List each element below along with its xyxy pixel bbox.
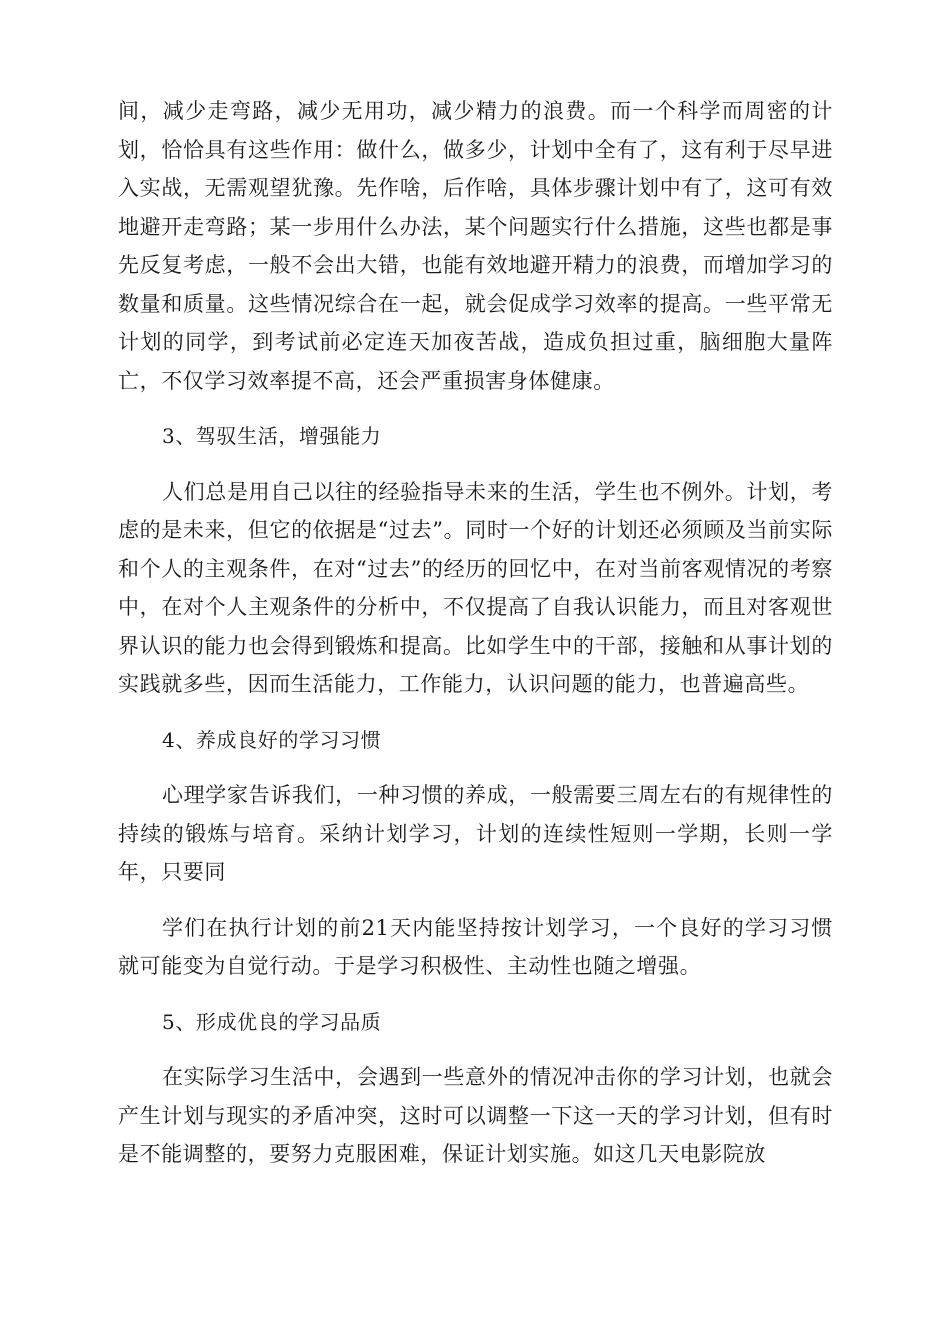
paragraph-section-4a: 心理学家告诉我们，一种习惯的养成，一般需要三周左右的有规律性的持续的锻炼与培育。采纳计划学习，计划的连续性短则一学期，长则一学年，只要同 (118, 783, 833, 884)
paragraph-section-3: 人们总是用自己以往的经验指导未来的生活，学生也不例外。计划，考虑的是未来，但它的依据是“过去”。同时一个好的计划还必须顾及当前实际和个人的主观条件，在对“过去”的经历的回忆中，在对当前客观情况的考察中，在对个人主观条件的分析中，不仅提高了自我认识能力，而且对客观世界认识的能力也会得到锻炼和提高。比如学生中的干部，接触和从事计划的实践就多些，因而生活能力，工作能力，认识问题的能力，也普遍高些。 (118, 479, 833, 696)
paragraph-section-4b: 学们在执行计划的前21天内能坚持按计划学习，一个良好的学习习惯就可能变为自觉行动。于是学习积极性、主动性也随之增强。 (118, 915, 833, 978)
paragraph-gap (118, 704, 833, 721)
paragraph-gap (118, 892, 833, 909)
paragraph-continuation: 间，减少走弯路，减少无用功，减少精力的浪费。而一个科学而周密的计划，恰恰具有这些作用：做什么，做多少，计划中全有了，这有利于尽早进入实战，无需观望犹豫。先作啥，后作啥，具体步骤计划中有了，这可有效地避开走弯路；某一步用什么办法，某个问题实行什么措施，这些也都是事先反复考虑，一般不会出大错，也能有效地避开精力的浪费，而增加学习的数量和质量。这些情况综合在一起，就会促成学习效率的提高。一些平常无计划的同学，到考试前必定连天加夜苦战，造成负担过重，脑细胞大量阵亡，不仅学习效率提不高，还会严重损害身体健康。 (118, 99, 833, 393)
paragraph-gap (118, 456, 833, 473)
paragraph-gap (118, 759, 833, 776)
section-heading-4: 4、养成良好的学习习惯 (162, 727, 382, 752)
section-heading-5: 5、形成优良的学习品质 (162, 1009, 382, 1034)
document-page (118, 92, 833, 1174)
paragraph-gap (118, 400, 833, 417)
section-heading-3: 3、驾驭生活，增强能力 (162, 424, 382, 448)
paragraph-section-5: 在实际学习生活中，会遇到一些意外的情况冲击你的学习计划，也就会产生计划与现实的矛盾冲突，这时可以调整一下这一天的学习计划，但有时是不能调整的，要努力克服困难，保证计划实施。如这几天电影院放 (118, 1065, 833, 1166)
paragraph-gap (118, 1041, 833, 1058)
paragraph-gap (118, 986, 833, 1003)
